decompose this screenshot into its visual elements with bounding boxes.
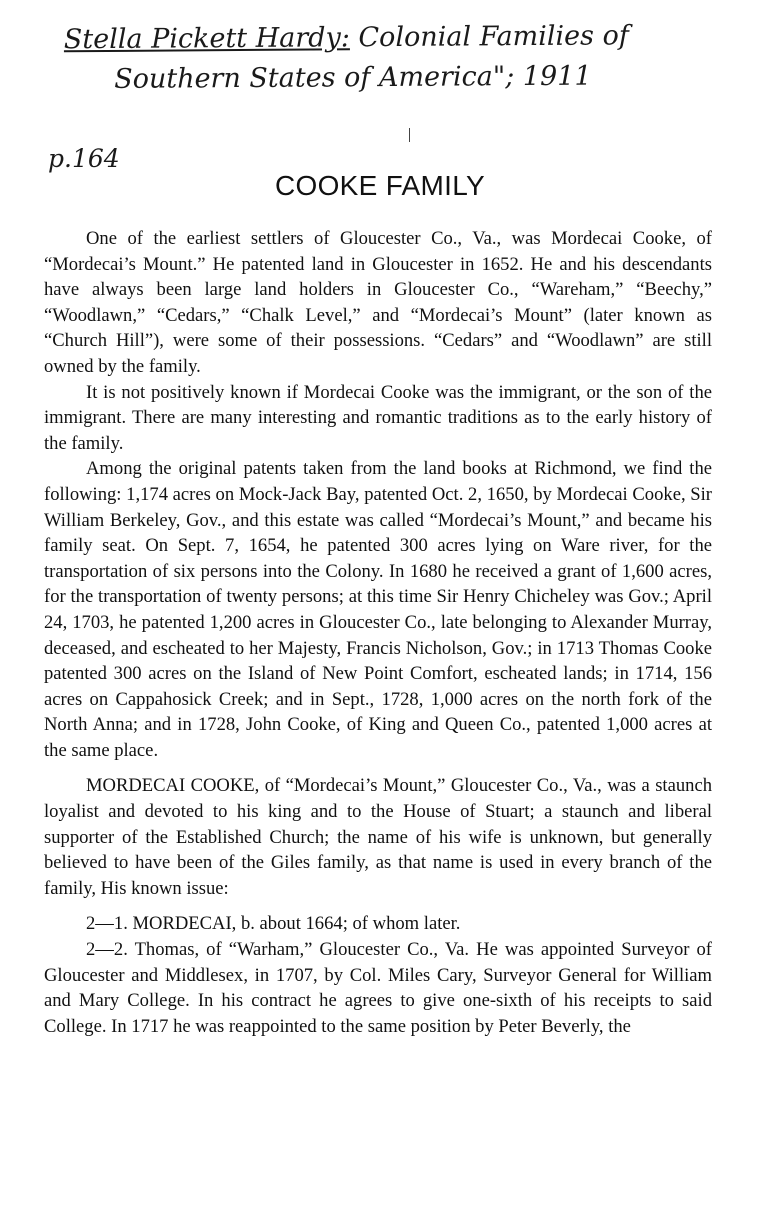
paragraph-patents: Among the original patents taken from the land books at Richmond, we find the following: 1,174 acres on Mock-Jack Bay, patented Oct. 2, 1650, by Mordecai Cooke, Sir William Berkeley, Gov., and this estate was called “Mordecai’s Mount,” and became his family seat. On Sept. 7, 1654, he patented 300 acres lying on Ware river, for the transportation of six persons into the Colony. In 1680 he received a grant of 1,600 acres, for the transportation of twenty persons; at this time Sir Henry Chicheley was Gov.; April 24, 1703, he patented 1,200 acres in Gloucester Co., late belonging to Alexander Murray, deceased, and escheated to her Majesty, Francis Nicholson, Gov.; in 1713 Thomas Cooke patented 300 acres on the Island of New Point Comfort, escheated lands; in 1714, 156 acres on Cappahosick Creek; and in Sept., 1728, 1,000 acres on the north fork of the North Anna; and in 1728, John Cooke, of King and Queen Co., patented 1,000 acres at the same place. xyxy=(44,458,712,761)
citation-author: Stella Pickett Hardy: xyxy=(63,22,350,56)
issue-entry-1: 2—1. MORDECAI, b. about 1664; of whom later. xyxy=(86,913,461,935)
pencil-mark xyxy=(409,128,410,142)
issue-entry-2: 2—2. Thomas, of “Warham,” Gloucester Co., Va. He was appointed Surveyor of Gloucester and Middlesex, in 1707, by Col. Miles Cary, Surveyor General for William and Mary College. In his contract he agrees to give one-sixth of his receipts to said College. In 1717 he was reappointed to the same position by Peter Beverly, the xyxy=(44,939,712,1037)
paragraph-intro: One of the earliest settlers of Gloucester Co., Va., was Mordecai Cooke, of “Mordecai’s Mount.” He patented land in Gloucester in 1652. He and his descendants have always been large land holders in Gloucester Co., “Wareham,” “Beechy,” “Woodlawn,” “Cedars,” “Chalk Level,” and “Mordecai’s Mount” (later known as “Church Hill”), were some of their possessions. “Cedars” and “Woodlawn” are still owned by the family. xyxy=(44,228,712,377)
paragraph-immigrant: It is not positively known if Mordecai Cooke was the immigrant, or the son of the immigrant. There are many interesting and romantic traditions as to the early history of the family. xyxy=(44,381,712,454)
citation-line-1 xyxy=(58,16,718,61)
citation-title-part: Colonial Families of xyxy=(358,20,629,54)
page-reference: p.164 xyxy=(48,144,120,173)
citation-line-2: Southern States of America"; 1911 xyxy=(114,60,592,95)
page-title: COOKE FAMILY xyxy=(274,170,486,201)
paragraph-mordecai: MORDECAI COOKE, of “Mordecai’s Mount,” Gloucester Co., Va., was a staunch loyalist and devoted to his king and to the House of Stuart; a staunch and liberal supporter of the Established Church; the name of his wife is unknown, but generally believed to have been of the Giles family, as that name is used in every branch of the family, His known issue: xyxy=(44,775,712,899)
document-body xyxy=(44,226,712,1039)
handwritten-citation xyxy=(58,16,719,101)
